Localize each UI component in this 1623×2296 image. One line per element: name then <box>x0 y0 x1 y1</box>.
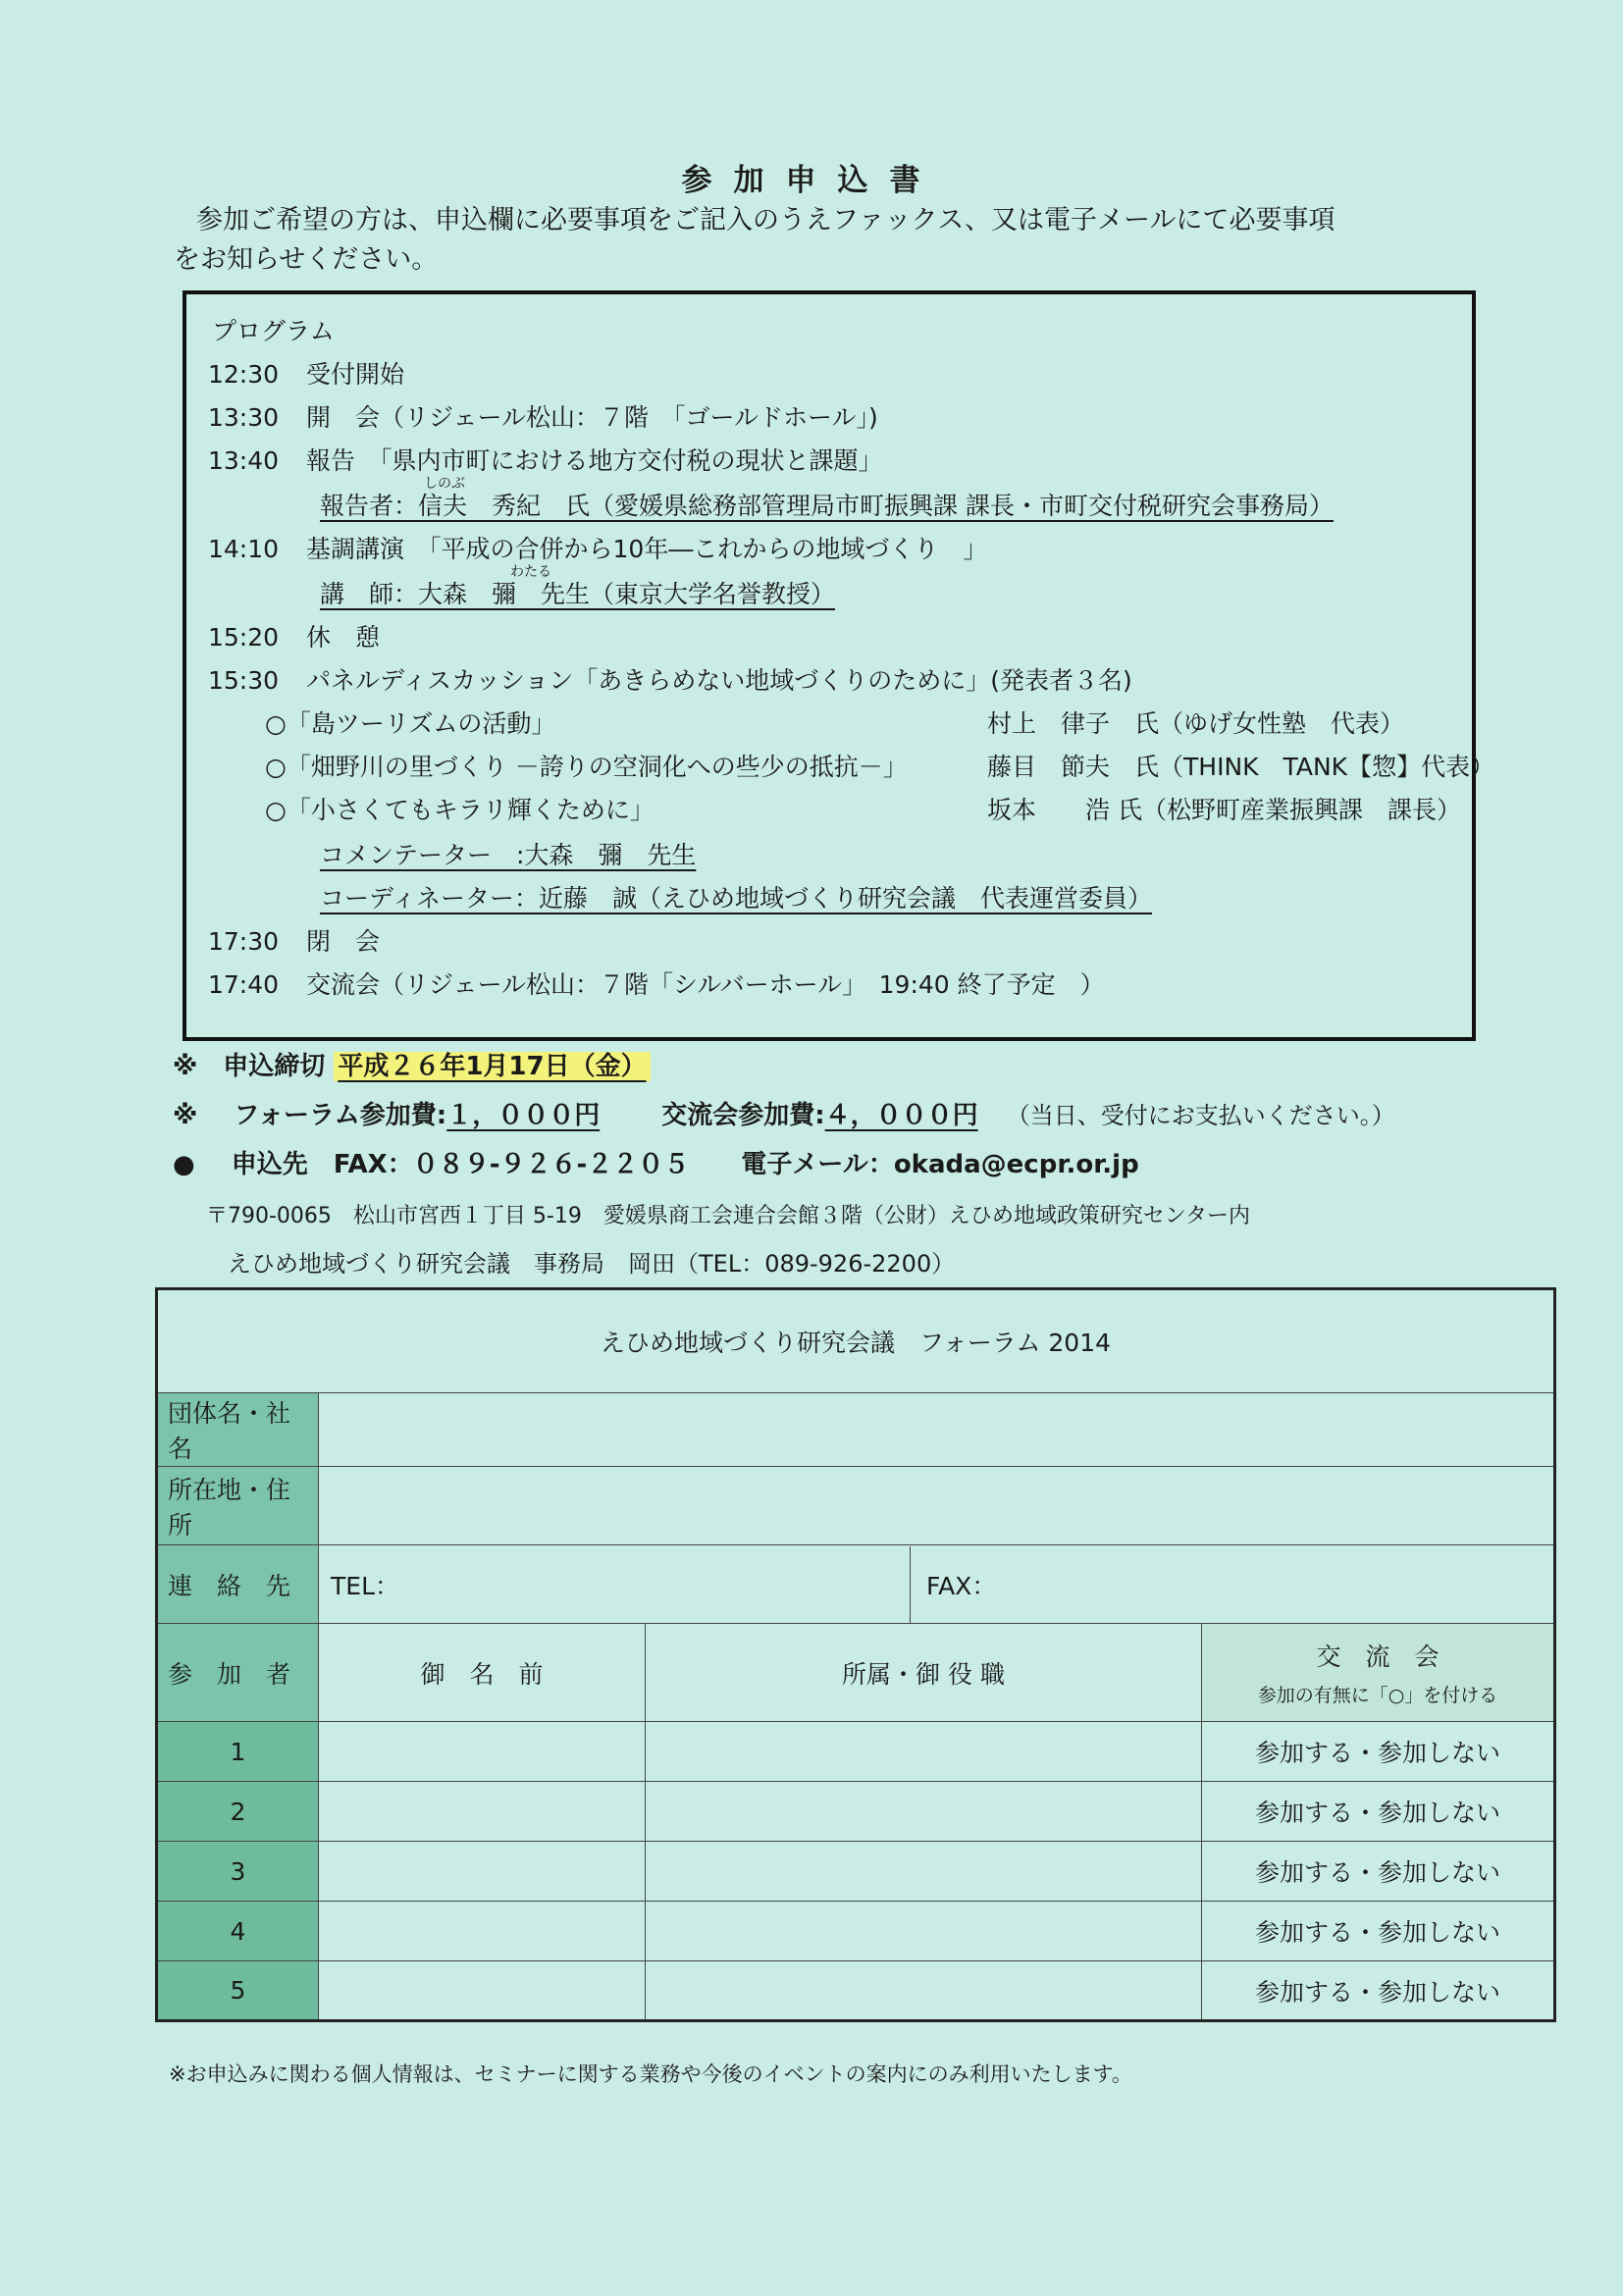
row-number: 1 <box>157 1722 319 1782</box>
party-choice[interactable]: 参加する・参加しない <box>1202 1961 1555 2021</box>
fee-label: フォーラム参加費: <box>234 1101 447 1130</box>
name-input[interactable] <box>319 1842 646 1902</box>
program-line <box>208 922 380 958</box>
tel-input[interactable] <box>319 1546 911 1623</box>
panel-speaker-3: 坂本 浩 氏（松野町産業振興課 課長） <box>987 796 1461 824</box>
intro-line-2: をお知らせください。 <box>174 244 439 275</box>
time: 14:10 <box>208 535 280 563</box>
participant-header: 参 加 者 <box>157 1624 319 1722</box>
postal-address: 〒790-0065 松山市宮西１丁目 5-19 愛媛県商工会連合会館３階（公財）えひめ地域政策研究センター内 <box>206 1204 1250 1228</box>
item: 休 憩 <box>306 623 381 652</box>
fee-note: （当日、受付にお支払いください。） <box>1006 1102 1395 1129</box>
fee-mark: ※ <box>173 1101 198 1130</box>
email-info: 電子メール：okada@ecpr.or.jp <box>741 1150 1139 1179</box>
panel-topic-3: ○「小さくてもキラリ輝くために」 <box>265 796 654 824</box>
time: 12:30 <box>208 360 280 389</box>
item: 受付開始 <box>306 360 405 389</box>
deadline-label: ※ 申込締切 <box>173 1052 326 1081</box>
lecturer-line: 講 師：大森 彌 先生（東京大学名誉教授） <box>320 580 836 608</box>
ruby-wataru: わたる <box>510 564 551 580</box>
party-choice[interactable]: 参加する・参加しない <box>1202 1782 1555 1842</box>
program-line <box>208 618 380 653</box>
item: 閉 会 <box>306 927 381 956</box>
party-fee-value: ４，０００円 <box>824 1101 978 1130</box>
application-form <box>155 1287 1556 2022</box>
tel-label: TEL： <box>331 1571 399 1600</box>
name-input[interactable] <box>319 1782 646 1842</box>
form-title: 参加申込書 <box>681 163 942 198</box>
name-input[interactable] <box>319 1722 646 1782</box>
row-number: 2 <box>157 1782 319 1842</box>
row-number: 3 <box>157 1842 319 1902</box>
party-note: 参加の有無に「○」を付ける <box>1257 1685 1498 1706</box>
item: 報告 「県内市町における地方交付税の現状と課題」 <box>306 446 883 475</box>
contact-label: 連 絡 先 <box>157 1545 319 1624</box>
fax-label: FAX： <box>926 1571 997 1600</box>
party-header <box>1202 1624 1555 1722</box>
panel-speaker-2: 藤目 節夫 氏（THINK TANK【惣】代表） <box>987 753 1495 781</box>
office-info: えひめ地域づくり研究会議 事務局 岡田（TEL：089-926-2200） <box>228 1250 956 1278</box>
time: 13:40 <box>208 446 280 475</box>
row-number: 4 <box>157 1902 319 1961</box>
deadline-date: 平成２６年1月17日（金） <box>334 1052 650 1081</box>
address-input[interactable] <box>319 1467 1555 1545</box>
bullet-icon: ● <box>173 1150 195 1179</box>
party-choice[interactable]: 参加する・参加しない <box>1202 1902 1555 1961</box>
party-fee-label: 交流会参加費: <box>661 1101 825 1130</box>
program-line <box>208 530 987 565</box>
panel-speaker-1: 村上 律子 氏（ゆげ女性塾 代表） <box>987 709 1405 738</box>
item: パネルディスカッション「あきらめない地域づくりのために」(発表者３名) <box>306 666 1132 695</box>
affiliation-input[interactable] <box>646 1842 1202 1902</box>
row-number: 5 <box>157 1961 319 2021</box>
fee-value: １，０００円 <box>446 1101 601 1130</box>
party-choice[interactable]: 参加する・参加しない <box>1202 1842 1555 1902</box>
form-heading: えひめ地域づくり研究会議 フォーラム 2014 <box>157 1289 1555 1393</box>
commentator-line: コメンテーター :大森 彌 先生 <box>320 841 697 869</box>
address-label: 所在地・住所 <box>157 1467 319 1545</box>
party-choice[interactable]: 参加する・参加しない <box>1202 1722 1555 1782</box>
program-heading: プログラム <box>212 317 335 345</box>
name-input[interactable] <box>319 1902 646 1961</box>
program-box <box>183 290 1495 1041</box>
affiliation-header: 所属・御 役 職 <box>646 1624 1202 1722</box>
program-line <box>208 965 1105 1001</box>
time: 15:30 <box>208 666 280 695</box>
panel-topic-1: ○「島ツーリズムの活動」 <box>265 709 556 738</box>
affiliation-input[interactable] <box>646 1961 1202 2021</box>
item: 基調講演 「平成の合併から10年―これからの地域づくり 」 <box>306 535 988 563</box>
intro-line-1: 参加ご希望の方は、申込欄に必要事項をご記入のうえファックス、又は電子メールにて必要事項 <box>196 205 1335 235</box>
privacy-note: ※お申込みに関わる個人情報は、セミナーに関する業務や今後のイベントの案内にのみ利用いたします。 <box>169 2062 1132 2086</box>
program-line <box>208 661 1132 697</box>
name-header: 御 名 前 <box>319 1624 646 1722</box>
affiliation-input[interactable] <box>646 1902 1202 1961</box>
fax-info: 申込先 FAX：０８９-９２６-２２０５ <box>231 1150 690 1179</box>
time: 17:40 <box>208 970 280 999</box>
affiliation-input[interactable] <box>646 1782 1202 1842</box>
time: 15:20 <box>208 623 280 652</box>
name-input[interactable] <box>319 1961 646 2021</box>
org-input[interactable] <box>319 1393 1555 1467</box>
org-label: 団体名・社名 <box>157 1393 319 1467</box>
party-title: 交 流 会 <box>1316 1643 1440 1671</box>
coordinator-line: コーディネーター：近藤 誠（えひめ地域づくり研究会議 代表運営委員） <box>320 884 1153 913</box>
program-line <box>208 442 883 477</box>
program-line <box>208 355 404 391</box>
contact-cell <box>319 1545 1555 1624</box>
reporter-line: 報告者：信夫 秀紀 氏（愛媛県総務部管理局市町振興課 課長・市町交付税研究会事務局） <box>320 492 1334 520</box>
contact-row <box>173 1144 1139 1180</box>
time: 13:30 <box>208 403 280 432</box>
item: 開 会（リジェール松山：７階 「ゴールドホール」) <box>306 403 878 432</box>
item: 交流会（リジェール松山：７階「シルバーホール」 19:40 終了予定 ） <box>306 970 1105 999</box>
ruby-shinobu: しのぶ <box>424 476 465 492</box>
panel-topic-2: ○「畑野川の里づくり －誇りの空洞化への些少の抵抗－」 <box>265 753 908 781</box>
affiliation-input[interactable] <box>646 1722 1202 1782</box>
deadline-row <box>173 1046 651 1082</box>
fax-input[interactable] <box>911 1567 996 1602</box>
time: 17:30 <box>208 927 280 956</box>
fee-row <box>173 1095 1395 1131</box>
program-line <box>208 398 878 434</box>
